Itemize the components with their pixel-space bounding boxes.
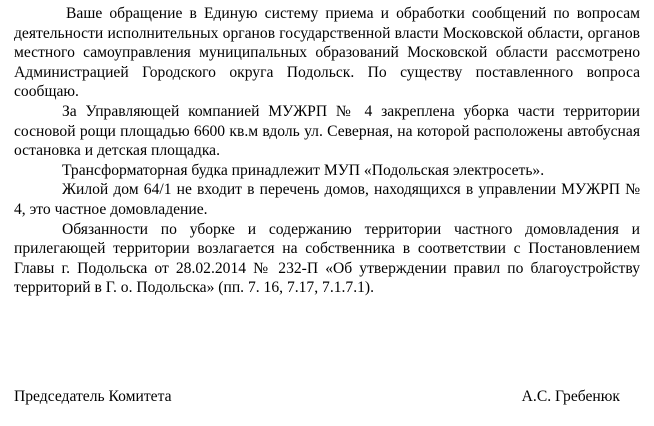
letter-body [14,4,640,298]
paragraph-house-status: Жилой дом 64/1 не входит в перечень домов, находящихся в управлении МУЖРП № 4, это частное домовладение. [14,181,640,218]
signature-block [14,387,620,407]
paragraph-transformer-booth: Трансформаторная будка принадлежит МУП «Подольская электросеть». [62,161,545,179]
paragraph-cleaning-assignment: За Управляющей компанией МУЖРП № 4 закреплена уборка части территории сосновой рощи площадью 6600 кв.м вдоль ул. Северная, на которой расположены автобусная остановка и детская площадка. [14,102,640,160]
signatory-position: Председатель Комитета [14,388,172,405]
paragraph-appeal-intro: Ваше обращение в Единую систему приема и обработки сообщений по вопросам деятельности исполнительных органов государственной власти Московской области, органов местного самоуправления муниципальных образований Московской области рассмотрено Администрацией Городского округа Подольск. По существу поставленного вопроса сообщаю. [14,5,640,101]
paragraph-owner-obligations: Обязанности по уборке и содержанию территории частного домовладения и прилегающей территории возлагается на собственника в соответствии с Постановлением Главы г. Подольска от 28.02.2014 № 232-П «Об утверждении правил по благоустройству территорий в Г. о. Подольска» (пп. 7. 16, 7.17, 7.1.7.1). [14,220,640,297]
signatory-name: А.С. Гребенюк [521,388,620,405]
